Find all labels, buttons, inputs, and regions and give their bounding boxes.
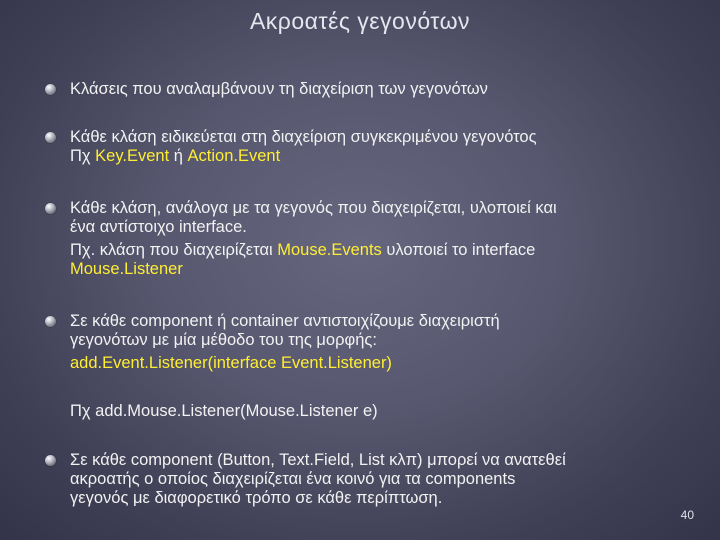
bullet-text: Κάθε κλάση ειδικεύεται στη διαχείριση συγκεκριμένου γεγονότος	[70, 128, 537, 146]
bullet-text: Κάθε κλάση, ανάλογα με τα γεγονός που διαχειρίζεται, υλοποιεί και	[70, 199, 557, 217]
slide-title: Ακροατές γεγονότων	[249, 8, 471, 34]
bullet-text: γεγονότων με μία μέθοδο του της μορφής:	[70, 331, 377, 349]
example-line: Πχ add.Mouse.Listener(Mouse.Listener e)	[70, 402, 378, 420]
bullet-icon	[45, 203, 56, 214]
bullet-text: Πχ Key.Event ή Action.Event	[70, 147, 281, 165]
bullet-icon	[45, 455, 56, 466]
highlighted-term: add.Event.Listener(interface Event.Listener)	[70, 354, 392, 372]
highlighted-term: Key.Event	[95, 147, 170, 165]
bullet-text: Σε κάθε component ή container αντιστοιχίζουμε διαχειριστή	[70, 312, 500, 330]
highlighted-term: Mouse.Events	[277, 241, 382, 259]
highlighted-term: Mouse.Listener	[70, 260, 183, 278]
bullet-item	[45, 80, 695, 99]
bullet-icon	[45, 132, 56, 143]
bullet-text: ένα αντίστοιχο interface.	[70, 218, 247, 236]
bullet-text: γεγονός με διαφορετικό τρόπο σε κάθε περίπτωση.	[70, 489, 443, 507]
bullet-text: ακροατής ο οποίος διαχειρίζεται ένα κοινό για τα components	[70, 470, 516, 488]
bullet-item	[45, 128, 695, 166]
bullet-text: Πχ. κλάση που διαχειρίζεται Mouse.Events υλοποιεί το interface	[70, 241, 536, 259]
bullet-text: Σε κάθε component (Button, Text.Field, List κλπ) μπορεί να ανατεθεί	[70, 451, 566, 469]
bullet-item	[45, 451, 695, 508]
page-number: 40	[680, 508, 694, 522]
bullet-icon	[45, 316, 56, 327]
highlighted-term: Action.Event	[187, 147, 281, 165]
bullet-icon	[45, 84, 56, 95]
bullet-item	[45, 312, 695, 373]
bullet-item	[45, 199, 695, 279]
bullet-text: Κλάσεις που αναλαμβάνουν τη διαχείριση των γεγονότων	[70, 80, 488, 98]
